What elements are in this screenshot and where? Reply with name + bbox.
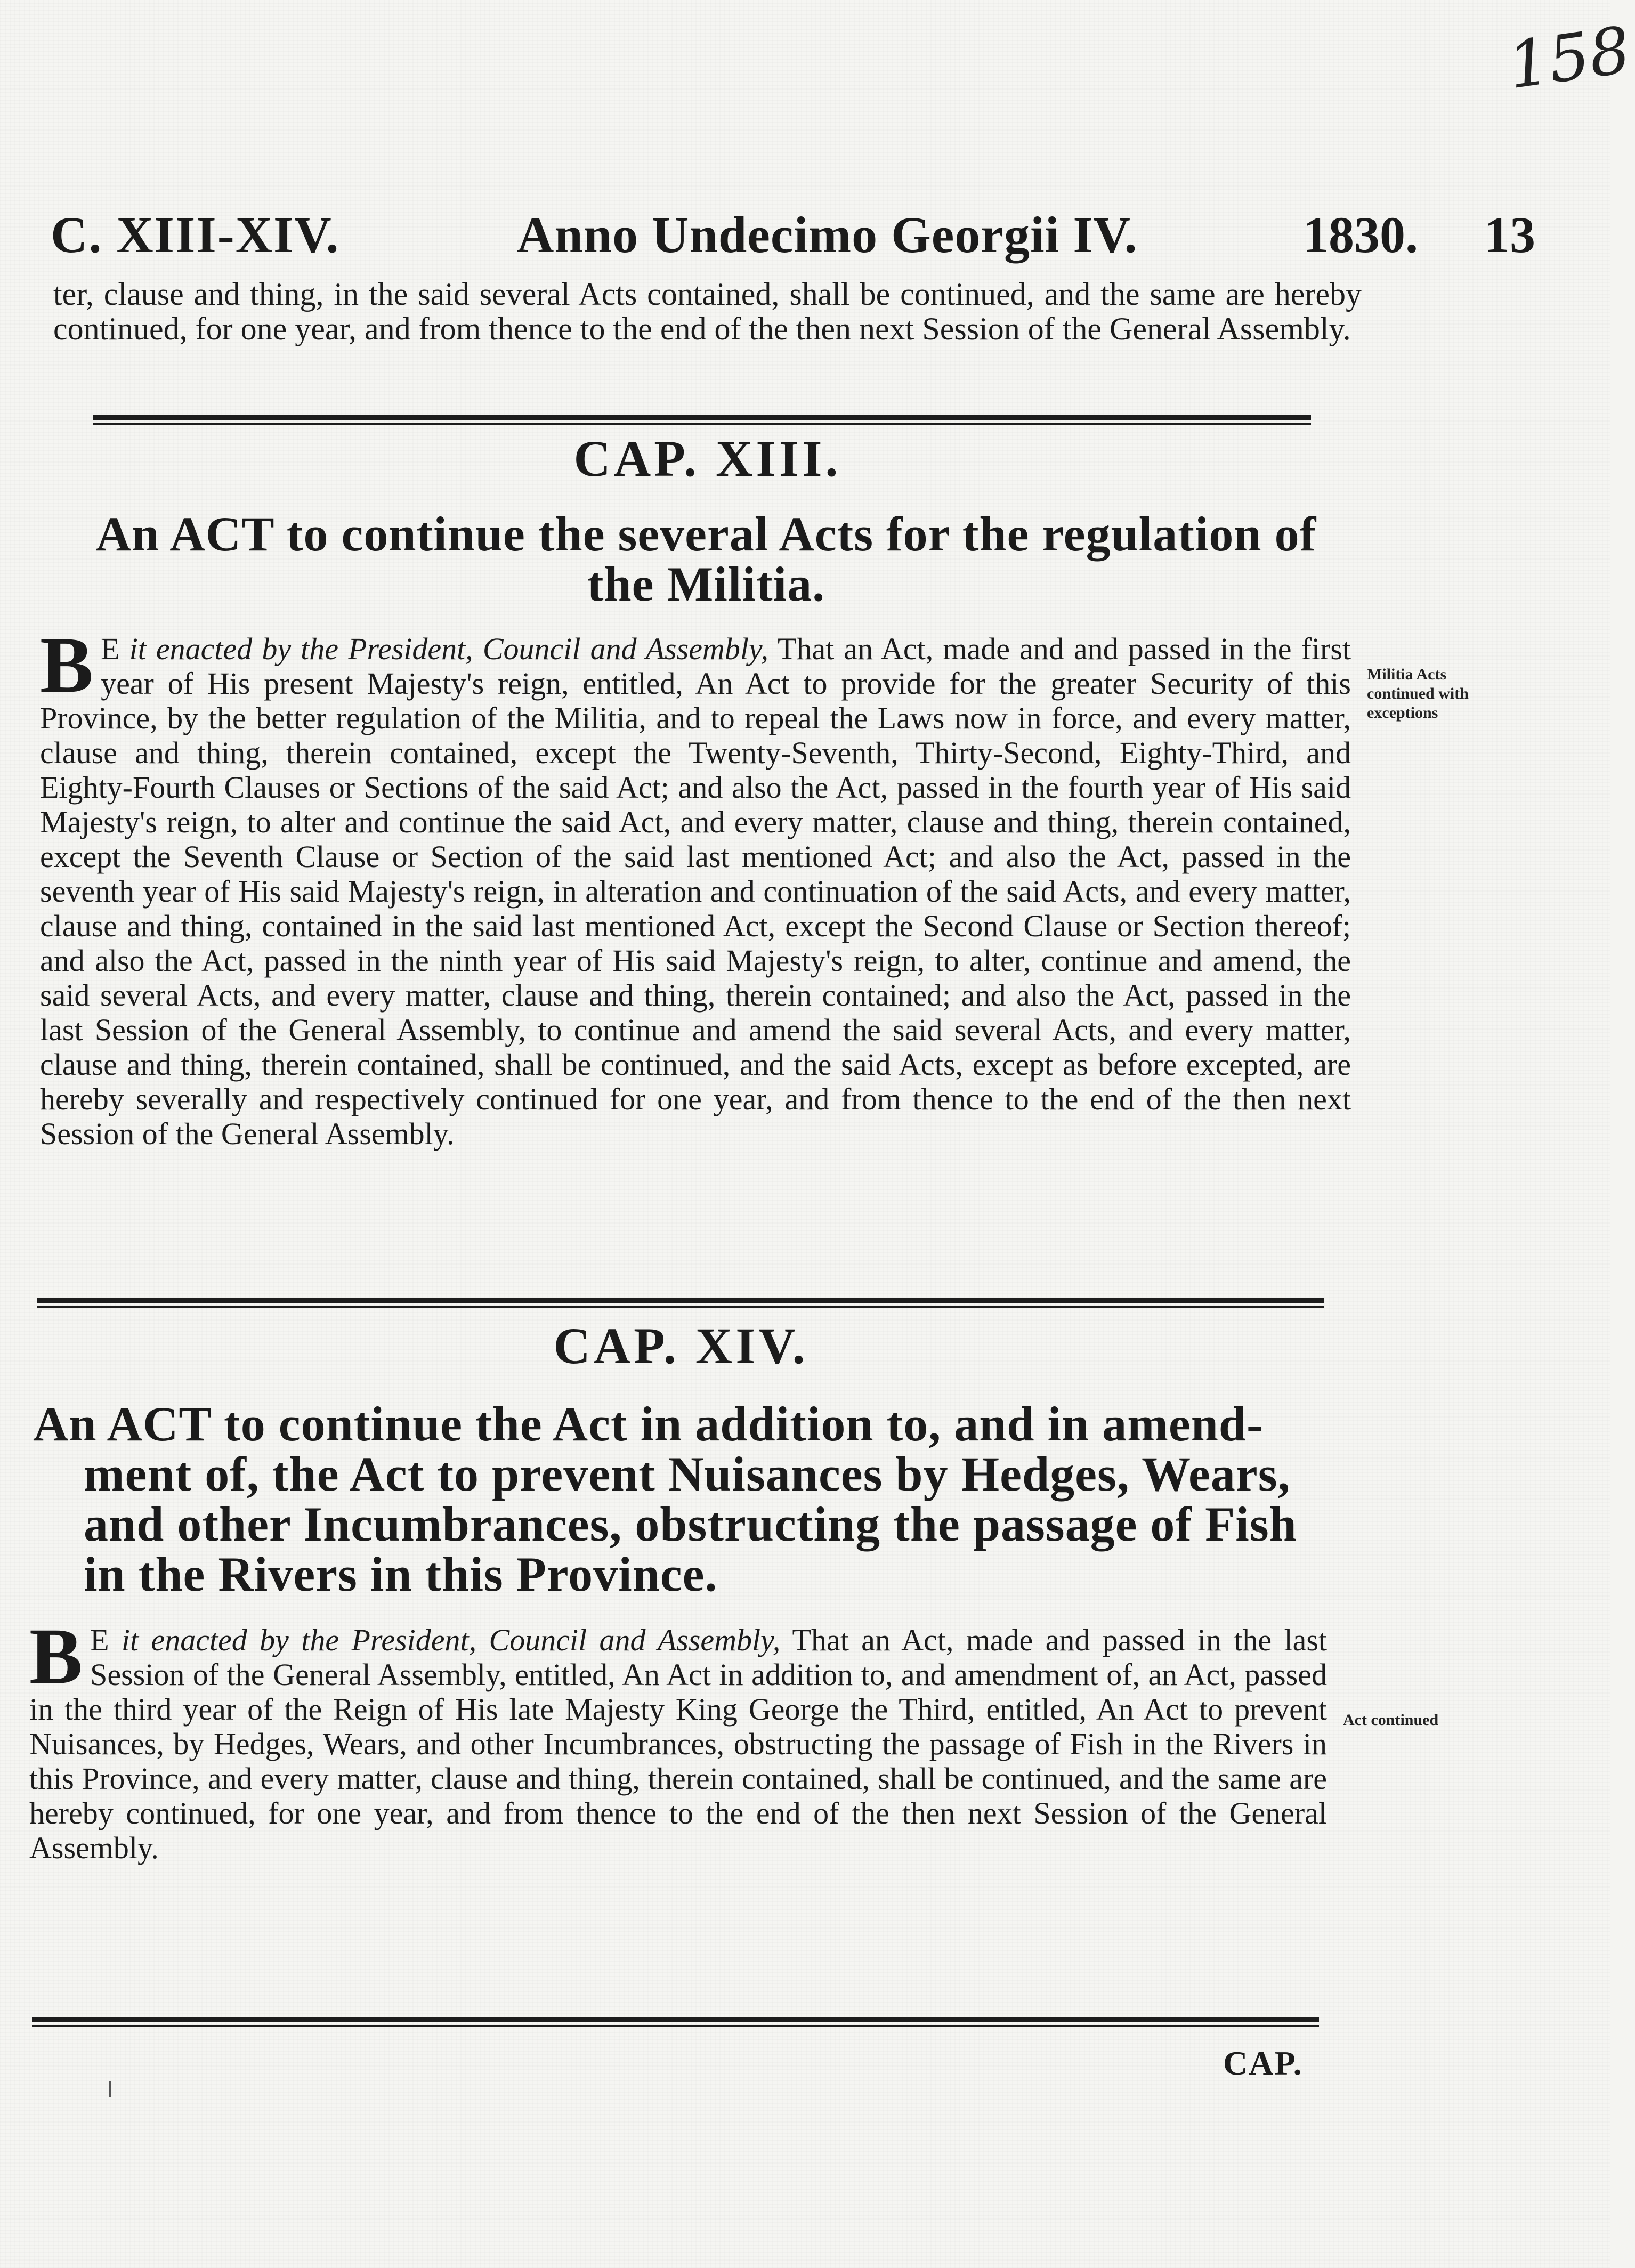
chapter-13-lead-letter: E	[101, 631, 120, 666]
handwritten-folio-number: 158	[1503, 13, 1635, 104]
chapter-14-title	[33, 1399, 1349, 1599]
chapter-14-title-line-2: ment of, the Act to prevent Nuisances by Hedges, Wears,	[84, 1447, 1291, 1501]
chapter-14-body-text: That an Act, made and passed in the last Session of the General Assembly, entitled, An Act in addition to, and amendment of, an Act, passed in the third year of the Reign of His late Majesty King George the Third, entitled, An Act to prevent Nuisances, by Hedges, Wears, and other Incumbrances, obstructing the passage of Fish in the Rivers in this Province, and every matter, clause and thing, therein contained, shall be continued, and the same are hereby continued, for one year, and from thence to the end of the then next Session of the General Assembly.	[29, 1623, 1328, 1865]
chapter-14-drop-cap: B	[29, 1612, 83, 1700]
catchword: CAP.	[1223, 2044, 1303, 2082]
chapter-14-title-line-4: in the Rivers in this Province.	[84, 1547, 718, 1601]
chapter-14-margin-note: Act continued	[1343, 1711, 1439, 1729]
chapter-13-body-text: That an Act, made and and passed in the first year of His present Majesty's reign, entitled, An Act to provide for the greater Security of this Province, by the better regulation of the Militia, and to repeal the Laws now in force, and every matter, clause and thing, therein contained, except the Twenty-Seventh, Thirty-Second, Eighty-Third, and Eighty-Fourth Clauses or Sections of the said Act; and also the Act, passed in the fourth year of His said Majesty's reign, to alter and continue the said Act, and every matter, clause and thing, therein contained, except the Seventh Clause or Section of the said last mentioned Act; and also the Act, passed in the seventh year of His said Majesty's reign, in alteration and continuation of the said Acts, and every matter, clause and thing, contained in the said last mentioned Act, except the Second Clause or Section thereof; and also the Act, passed in the ninth year of His said Majesty's reign, to alter, continue and amend, the said several Acts, and every matter, clause and thing, therein contained; and also the Act, passed in the last Session of the General Assembly, to continue and amend the said several Acts, and every matter, clause and thing, therein contained, shall be continued, and the said Acts, except as before excepted, are hereby severally and respectively continued for one year, and from thence to the end of the then next Session of the General Assembly.	[40, 631, 1351, 1151]
continuation-paragraph: ter, clause and thing, in the said several Acts contained, shall be continued, and the same are hereby continued, for one year, and from thence to the end of the then next Session of the General Assembly.	[53, 277, 1362, 346]
printer-mark	[109, 2081, 111, 2097]
page-number: 13	[1484, 206, 1535, 263]
chapter-13-heading: CAP. XIII.	[573, 430, 841, 487]
section-divider-rule	[32, 2017, 1319, 2027]
chapter-14-lead-letter: E	[90, 1623, 109, 1657]
running-head-year: 1830.	[1303, 206, 1418, 263]
section-divider-rule	[37, 1298, 1324, 1308]
margin-note-line-1: Militia Acts	[1367, 666, 1447, 683]
chapter-14-enacting-clause: it enacted by the President, Council and Assembly,	[121, 1623, 781, 1657]
chapter-13-title	[45, 509, 1367, 609]
running-head-regnal-year: Anno Undecimo Georgii IV.	[517, 206, 1138, 263]
chapter-13-title-line-1: An ACT to continue the several Acts for the regulation of	[95, 507, 1317, 561]
chapter-13-enactment	[40, 621, 1351, 1151]
running-head-chapters: C. XIII-XIV.	[51, 206, 340, 263]
running-head	[51, 205, 1535, 274]
chapter-13-enacting-clause: it enacted by the President, Council and Assembly,	[129, 631, 768, 666]
chapter-13-margin-note	[1367, 665, 1527, 723]
margin-note-line-3: exceptions	[1367, 704, 1438, 722]
chapter-13-drop-cap: B	[40, 621, 94, 709]
chapter-14-title-line-1: An ACT to continue the Act in addition to, and in amend-	[33, 1397, 1264, 1451]
margin-note-line-2: continued with	[1367, 685, 1469, 702]
chapter-14-enactment	[29, 1612, 1328, 1865]
chapter-14-title-line-3: and other Incumbrances, obstructing the passage of Fish	[84, 1497, 1297, 1551]
section-divider-rule	[93, 415, 1311, 425]
chapter-14-heading: CAP. XIV.	[553, 1317, 808, 1374]
chapter-13-title-line-2: the Militia.	[587, 557, 825, 611]
